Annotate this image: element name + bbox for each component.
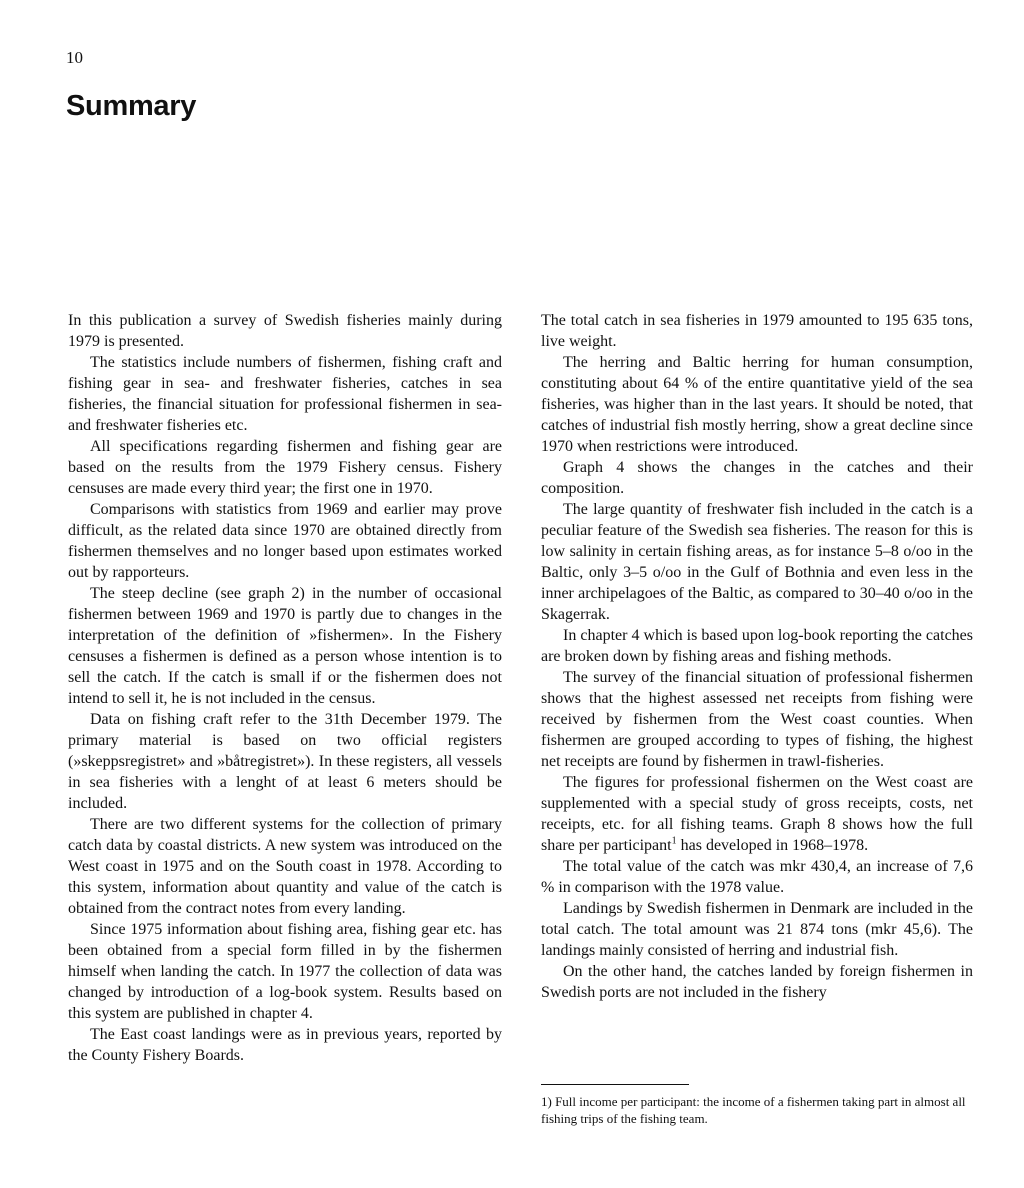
- paragraph: The steep decline (see graph 2) in the number of occasional fishermen between 1969 and 1970 is partly due to changes in the interpretation of the definition of »fishermen». In the Fishery censuses a fishermen is defined as a person whose intention is to sell the catch. If the catch is small if or the fishermen does not intend to sell it, he is not included in the census.: [68, 585, 502, 707]
- paragraph: The total catch in sea fisheries in 1979 amounted to 195 635 tons, live weight.: [541, 312, 973, 350]
- paragraph: Graph 4 shows the changes in the catches and their composition.: [541, 459, 973, 497]
- paragraph: All specifications regarding fishermen and fishing gear are based on the results from the 1979 Fishery census. Fishery censuses are made every third year; the first one in 1970.: [68, 438, 502, 497]
- paragraph: The total value of the catch was mkr 430,4, an increase of 7,6 % in comparison with the 1978 value.: [541, 858, 973, 896]
- paragraph: The herring and Baltic herring for human consumption, constituting about 64 % of the entire quantitative yield of the sea fisheries, was higher than in the last years. It should be noted, that catches of industrial fish mostly herring, show a great decline since 1970 when restrictions were introduced.: [541, 354, 973, 455]
- paragraph: The survey of the financial situation of professional fishermen shows that the highest assessed net receipts from fishing were received by fishermen from the West coast counties. When fishermen are grouped according to types of fishing, the highest net receipts are found by fishermen in trawl-fisheries.: [541, 669, 973, 770]
- paragraph: The statistics include numbers of fishermen, fishing craft and fishing gear in sea- and freshwater fisheries, catches in sea fisheries, the financial situation for professional fishermen in sea- and freshwater fisheries etc.: [68, 354, 502, 434]
- left-column: [68, 310, 502, 1066]
- paragraph-text: has developed in 1968–1978.: [676, 837, 869, 854]
- right-column: [541, 310, 973, 1003]
- paragraph: Comparisons with statistics from 1969 and earlier may prove difficult, as the related data since 1970 are obtained directly from fishermen themselves and no longer based upon estimates worked out by rapporteurs.: [68, 501, 502, 581]
- paragraph: Landings by Swedish fishermen in Denmark are included in the total catch. The total amount was 21 874 tons (mkr 45,6). The landings mainly consisted of herring and industrial fish.: [541, 900, 973, 959]
- paragraph: Data on fishing craft refer to the 31th December 1979. The primary material is based on two official registers (»skeppsregistret» and »båtregistret»). In these registers, all vessels in sea fisheries with a lenght of at least 6 meters should be included.: [68, 711, 502, 812]
- paragraph: The East coast landings were as in previous years, reported by the County Fishery Boards.: [68, 1026, 502, 1064]
- page-title: Summary: [66, 90, 197, 122]
- paragraph: In chapter 4 which is based upon log-book reporting the catches are broken down by fishing areas and fishing methods.: [541, 627, 973, 665]
- paragraph: The large quantity of freshwater fish included in the catch is a peculiar feature of the Swedish sea fisheries. The reason for this is low salinity in certain fishing areas, as for instance 5–8 o/oo in the Baltic, only 3–5 o/oo in the Gulf of Bothnia and even less in the inner archipelagoes of the Baltic, as compared to 30–40 o/oo in the Skagerrak.: [541, 501, 973, 623]
- paragraph: There are two different systems for the collection of primary catch data by coastal districts. A new system was introduced on the West coast in 1975 and on the South coast in 1978. According to this system, information about quantity and value of the catch is obtained from the contract notes from every landing.: [68, 816, 502, 917]
- footnote-divider: [541, 1084, 689, 1085]
- paragraph: In this publication a survey of Swedish fisheries mainly during 1979 is presented.: [68, 312, 502, 350]
- paragraph: On the other hand, the catches landed by foreign fishermen in Swedish ports are not included in the fishery: [541, 963, 973, 1001]
- paragraph: Since 1975 information about fishing area, fishing gear etc. has been obtained from a special form filled in by the fishermen himself when landing the catch. In 1977 the collection of data was changed by introduction of a log-book system. Results based on this system are published in chapter 4.: [68, 921, 502, 1022]
- paragraph-with-footnote-ref: [541, 772, 973, 856]
- footnote-reference: 1: [671, 835, 677, 847]
- paragraph-text: The figures for professional fishermen on the West coast are supplemented with a special study of gross receipts, costs, net receipts, etc. for all fishing teams. Graph 8 shows how the full share per participant: [541, 774, 973, 854]
- page-number: 10: [66, 48, 83, 67]
- footnote: 1) Full income per participant: the income of a fishermen taking part in almost all fishing trips of the fishing team.: [541, 1094, 966, 1126]
